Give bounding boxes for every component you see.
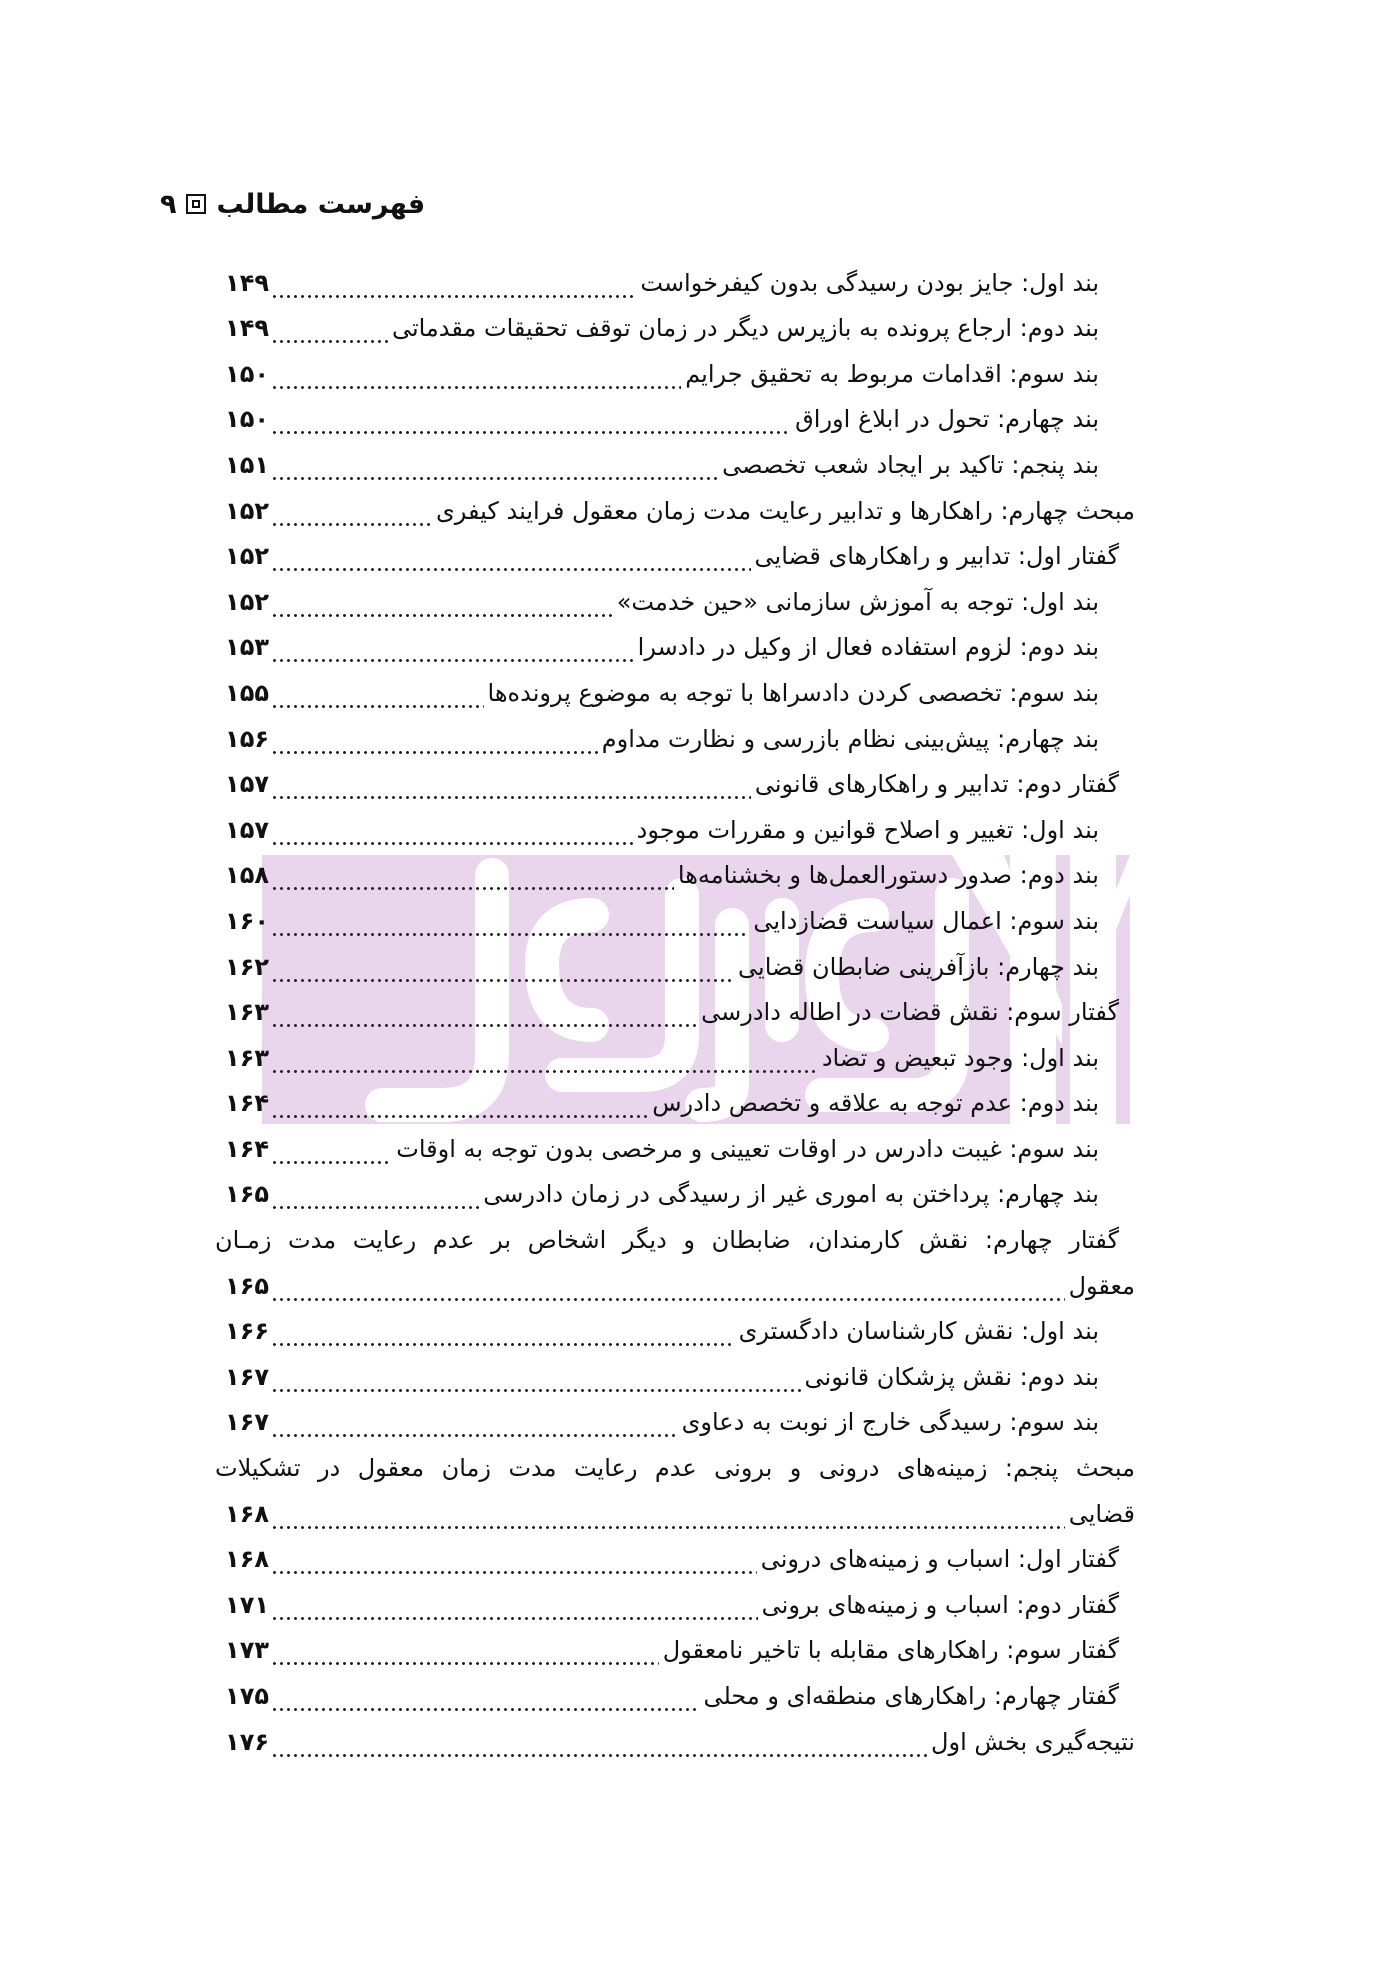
dot-leader — [271, 1403, 678, 1441]
toc-entry — [215, 894, 1135, 940]
toc-entry-title: بند دوم: صدور دستورالعمل‌ها و بخشنامه‌ها — [677, 861, 1099, 890]
toc-entry-page: ۱۴۹ — [225, 268, 269, 297]
toc-entry-title: بند سوم: اعمال سیاست قضازدایی — [753, 906, 1099, 935]
dot-leader — [271, 1358, 801, 1396]
toc-entry — [215, 1031, 1135, 1077]
toc-entry-title: بند اول: نقش کارشناسان دادگستری — [738, 1317, 1099, 1346]
dot-leader — [271, 400, 791, 438]
toc-entry — [215, 1305, 1135, 1351]
toc-entry-title: بند سوم: اقدامات مربوط به تحقیق جرایم — [685, 359, 1099, 388]
toc-entry-title-continued: قضایی — [1068, 1499, 1135, 1528]
toc-entry-title: بند اول: تغییر و اصلاح قوانین و مقررات موجود — [636, 815, 1099, 844]
toc-entry-title: بند چهارم: پیش‌بینی نظام بازرسی و نظارت مداوم — [601, 724, 1099, 753]
toc-entry — [215, 530, 1135, 576]
dot-leader — [271, 1312, 735, 1350]
toc-entry-title-continued: معقول — [1068, 1271, 1135, 1300]
toc-entry-title: بند اول: وجود تبعیض و تضاد — [821, 1043, 1099, 1072]
dot-leader — [271, 1723, 927, 1761]
toc-entry-page: ۱۶۵ — [225, 1180, 269, 1209]
toc-entry-page: ۱۵۲ — [225, 587, 269, 616]
dot-leader — [271, 720, 598, 758]
dot-leader — [271, 583, 613, 621]
toc-entry — [215, 1715, 1135, 1761]
toc-entry-page: ۱۵۵ — [225, 678, 269, 707]
dot-leader — [271, 993, 697, 1031]
toc-entry-title: گفتار چهارم: نقش کارمندان، ضابطان و دیگر اشخاص بر عدم رعایت مدت زمـان — [215, 1226, 1119, 1255]
toc-entry — [215, 986, 1135, 1032]
toc-entry-page: ۱۶۸ — [225, 1499, 269, 1528]
dot-leader — [271, 446, 718, 484]
toc-entry — [215, 302, 1135, 348]
dot-leader — [271, 628, 634, 666]
dot-leader — [271, 492, 432, 530]
toc-entry-page: ۱۶۲ — [225, 952, 269, 981]
dot-leader — [271, 1495, 1065, 1533]
toc-entry — [215, 1259, 1135, 1305]
toc-entry-page: ۱۷۱ — [225, 1590, 269, 1619]
toc-entry — [215, 940, 1135, 986]
square-ornament-icon — [186, 194, 206, 214]
dot-leader — [271, 674, 484, 712]
dot-leader — [271, 1631, 659, 1669]
toc-entry — [215, 712, 1135, 758]
dot-leader — [271, 1084, 648, 1122]
toc-entry-title: گفتار سوم: نقش قضات در اطاله دادرسی — [701, 998, 1119, 1027]
toc-entry — [215, 575, 1135, 621]
dot-leader — [271, 1130, 392, 1168]
toc-entry — [215, 1624, 1135, 1670]
dot-leader — [271, 1175, 479, 1213]
toc-entry — [215, 849, 1135, 895]
toc-entry — [215, 1168, 1135, 1214]
toc-entry-title: بند دوم: ارجاع پرونده به بازپرس دیگر در زمان توقف تحقیقات مقدماتی — [391, 314, 1099, 343]
dot-leader — [271, 355, 681, 393]
toc-entry — [215, 1533, 1135, 1579]
toc-entry-title: گفتار اول: اسباب و زمینه‌های درونی — [760, 1545, 1119, 1574]
toc-entry-page: ۱۶۰ — [225, 906, 269, 935]
toc-entry-page: ۱۵۷ — [225, 770, 269, 799]
toc-entry-page: ۱۵۷ — [225, 815, 269, 844]
toc-entry-page: ۱۶۷ — [225, 1408, 269, 1437]
toc-entry-title: نتیجه‌گیری بخش اول — [931, 1727, 1135, 1756]
toc-entry-page: ۱۵۶ — [225, 724, 269, 753]
dot-leader — [271, 537, 751, 575]
toc-entry-page: ۱۵۳ — [225, 633, 269, 662]
toc-entry-page: ۱۵۰ — [225, 359, 269, 388]
toc-entry-title: گفتار دوم: اسباب و زمینه‌های برونی — [761, 1590, 1119, 1619]
toc-entry-title: بند دوم: عدم توجه به علاقه و تخصص دادرس — [652, 1089, 1099, 1118]
toc-entry-page: ۱۶۳ — [225, 1043, 269, 1072]
toc-entry-title: بند سوم: رسیدگی خارج از نوبت به دعاوی — [681, 1408, 1099, 1437]
toc-entry-title: مبحث چهارم: راهکارها و تدابیر رعایت مدت زمان معقول فرایند کیفری — [436, 496, 1135, 525]
dot-leader — [271, 1267, 1065, 1305]
header-page-number: ۹ — [160, 188, 177, 220]
toc-entry-title: بند اول: جایز بودن رسیدگی بدون کیفرخواست — [640, 268, 1099, 297]
toc-entry-page: ۱۶۵ — [225, 1271, 269, 1300]
toc-entry — [215, 1396, 1135, 1442]
dot-leader — [271, 856, 674, 894]
dot-leader — [271, 1540, 757, 1578]
dot-leader — [271, 264, 636, 302]
toc-entry-page: ۱۷۳ — [225, 1636, 269, 1665]
toc-entry — [215, 758, 1135, 804]
running-header — [160, 182, 440, 226]
toc-entry-page: ۱۶۳ — [225, 998, 269, 1027]
toc-entry-title: بند سوم: تخصصی کردن دادسراها با توجه به موضوع پرونده‌ها — [487, 678, 1099, 707]
toc-entry-page: ۱۵۰ — [225, 405, 269, 434]
toc-entry — [215, 256, 1135, 302]
toc-entry-page: ۱۵۲ — [225, 542, 269, 571]
toc-entry-page: ۱۷۵ — [225, 1682, 269, 1710]
toc-entry — [215, 1077, 1135, 1123]
toc-entry — [215, 393, 1135, 439]
toc-entry-line — [215, 1441, 1135, 1487]
toc-entry — [215, 438, 1135, 484]
toc-entry-page: ۱۶۸ — [225, 1545, 269, 1574]
toc-entry-line — [215, 1213, 1135, 1259]
dot-leader — [271, 1586, 758, 1624]
toc-entry-page: ۱۵۸ — [225, 861, 269, 890]
toc-entry — [215, 1350, 1135, 1396]
toc-entry — [215, 347, 1135, 393]
dot-leader — [271, 902, 749, 940]
toc-entry-title: بند چهارم: پرداختن به اموری غیر از رسیدگی در زمان دادرسی — [483, 1180, 1099, 1209]
toc-entry-page: ۱۶۴ — [225, 1134, 269, 1163]
toc-entry-page: ۱۷۶ — [225, 1727, 269, 1756]
dot-leader — [271, 948, 734, 986]
toc-entry-title: گفتار چهارم: راهکارهای منطقه‌ای و محلی — [703, 1682, 1119, 1710]
toc-entry-page: ۱۴۹ — [225, 314, 269, 343]
dot-leader — [271, 811, 633, 849]
toc-entry — [215, 484, 1135, 530]
toc-entry-title: بند چهارم: بازآفرینی ضابطان قضایی — [738, 952, 1099, 981]
toc-entry-title: بند دوم: لزوم استفاده فعال از وکیل در دادسرا — [637, 633, 1099, 662]
dot-leader — [271, 1677, 699, 1715]
toc-entry-page: ۱۶۶ — [225, 1317, 269, 1346]
toc-entry-page: ۱۵۲ — [225, 496, 269, 525]
toc-entry-title: بند پنجم: تاکید بر ایجاد شعب تخصصی — [722, 450, 1099, 479]
toc-entry-page: ۱۶۴ — [225, 1089, 269, 1118]
header-title: فهرست مطالب — [216, 188, 426, 220]
toc-entry-title: بند سوم: غیبت دادرس در اوقات تعیینی و مرخصی بدون توجه به اوقات — [396, 1134, 1099, 1163]
toc-entry-title: گفتار دوم: تدابیر و راهکارهای قانونی — [754, 770, 1119, 799]
toc-entry-title: بند دوم: نقش پزشکان قانونی — [804, 1362, 1099, 1391]
toc-entry-title: گفتار سوم: راهکارهای مقابله با تاخیر نامعقول — [662, 1636, 1119, 1665]
toc-entry — [215, 1669, 1135, 1715]
toc-entry-title: بند اول: توجه به آموزش سازمانی «حین خدمت» — [616, 587, 1099, 616]
toc-entry-page: ۱۵۱ — [225, 450, 269, 479]
toc-entry — [215, 1487, 1135, 1533]
toc-entry-title: مبحث پنجم: زمینه‌های درونی و برونی عدم رعایت مدت زمان معقول در تشکیلات — [215, 1454, 1135, 1483]
table-of-contents — [215, 256, 1135, 1761]
dot-leader — [271, 765, 751, 803]
toc-entry-page: ۱۶۷ — [225, 1362, 269, 1391]
dot-leader — [271, 1039, 818, 1077]
toc-entry — [215, 803, 1135, 849]
toc-entry — [215, 1122, 1135, 1168]
toc-entry — [215, 666, 1135, 712]
toc-entry-title: بند چهارم: تحول در ابلاغ اوراق — [795, 405, 1099, 434]
toc-entry — [215, 621, 1135, 667]
dot-leader — [271, 309, 388, 347]
toc-entry-title: گفتار اول: تدابیر و راهکارهای قضایی — [754, 542, 1119, 571]
toc-entry — [215, 1578, 1135, 1624]
